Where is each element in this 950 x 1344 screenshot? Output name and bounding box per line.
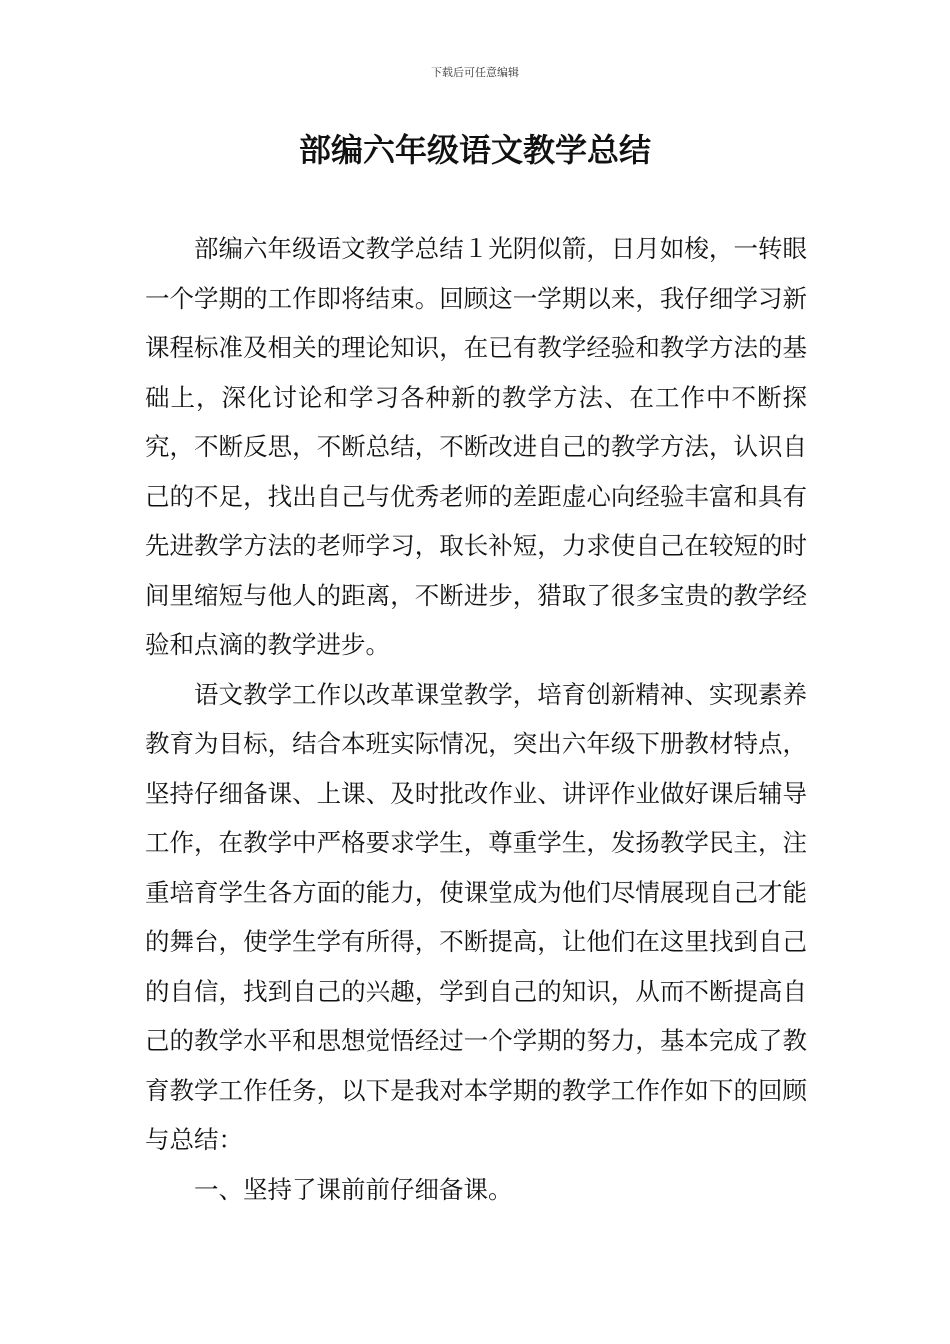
- paragraph-intro: 部编六年级语文教学总结１光阴似箭，日月如梭，一转眼一个学期的工作即将结束。回顾这一学期以来，我仔细学习新课程标准及相关的理论知识，在已有教学经验和教学方法的基础上，深化讨论和学习各种新的教学方法、在工作中不断探究，不断反思，不断总结，不断改进自己的教学方法，认识自己的不足，找出自己与优秀老师的差距虚心向经验丰富和具有先进教学方法的老师学习，取长补短，力求使自己在较短的时间里缩短与他人的距离，不断进步，猎取了很多宝贵的教学经验和点滴的教学进步。: [145, 234, 807, 659]
- document-body: [145, 224, 807, 1214]
- section-heading-1: 一、坚持了课前前仔细备课。: [194, 1174, 513, 1204]
- header-note: 下载后可任意编辑: [431, 66, 519, 79]
- document-title: 部编六年级语文教学总结: [298, 131, 651, 169]
- paragraph-teaching-goals: 语文教学工作以改革课堂教学，培育创新精神、实现素养教育为目标，结合本班实际情况，突出六年级下册教材特点，坚持仔细备课、上课、及时批改作业、讲评作业做好课后辅导工作，在教学中严格要求学生，尊重学生，发扬教学民主，注重培育学生各方面的能力，使课堂成为他们尽情展现自己才能的舞台，使学生学有所得，不断提高，让他们在这里找到自己的自信，找到自己的兴趣，学到自己的知识，从而不断提高自己的教学水平和思想觉悟经过一个学期的努力，基本完成了教育教学工作任务，以下是我对本学期的教学工作作如下的回顾与总结：: [145, 679, 807, 1154]
